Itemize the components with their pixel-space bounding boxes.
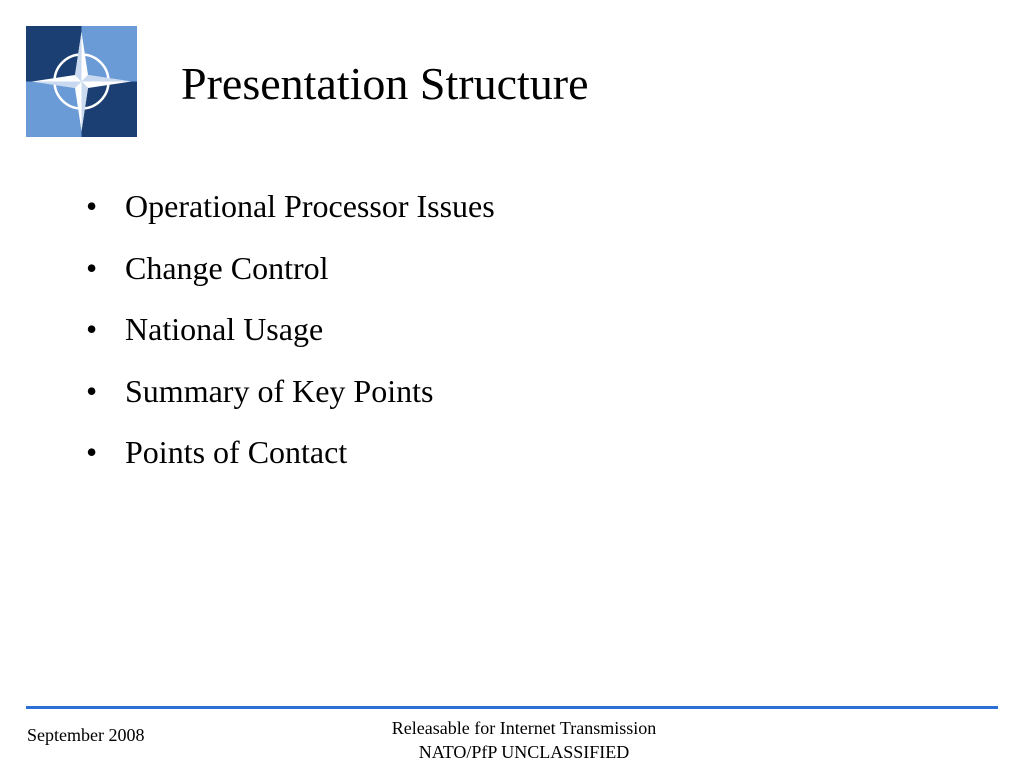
- nato-compass-star-icon: [26, 26, 137, 137]
- footer-date: September 2008: [27, 725, 145, 745]
- bullet-text: Summary of Key Points: [125, 372, 434, 409]
- bullet-text: Change Control: [125, 249, 329, 286]
- bullet-text: Operational Processor Issues: [125, 188, 495, 224]
- bullet-icon: •: [86, 188, 98, 224]
- logo-quadrant-bottom-right: [82, 82, 138, 138]
- bullet-text: National Usage: [125, 311, 324, 347]
- logo-quadrant-top-left: [26, 26, 82, 82]
- bullet-icon: •: [86, 311, 98, 347]
- bullet-text: Points of Contact: [125, 434, 348, 470]
- bullet-icon: •: [86, 434, 98, 470]
- bullet-icon: •: [86, 249, 98, 286]
- bullet-icon: •: [86, 372, 98, 409]
- footer-classification-block: [324, 716, 724, 764]
- footer-classification: NATO/PfP UNCLASSIFIED: [418, 742, 630, 762]
- footer-release-line: Releasable for Internet Transmission: [391, 718, 657, 738]
- logo-graphic: [26, 26, 137, 137]
- slide-title: Presentation Structure: [181, 58, 589, 109]
- footer-divider: [26, 706, 998, 709]
